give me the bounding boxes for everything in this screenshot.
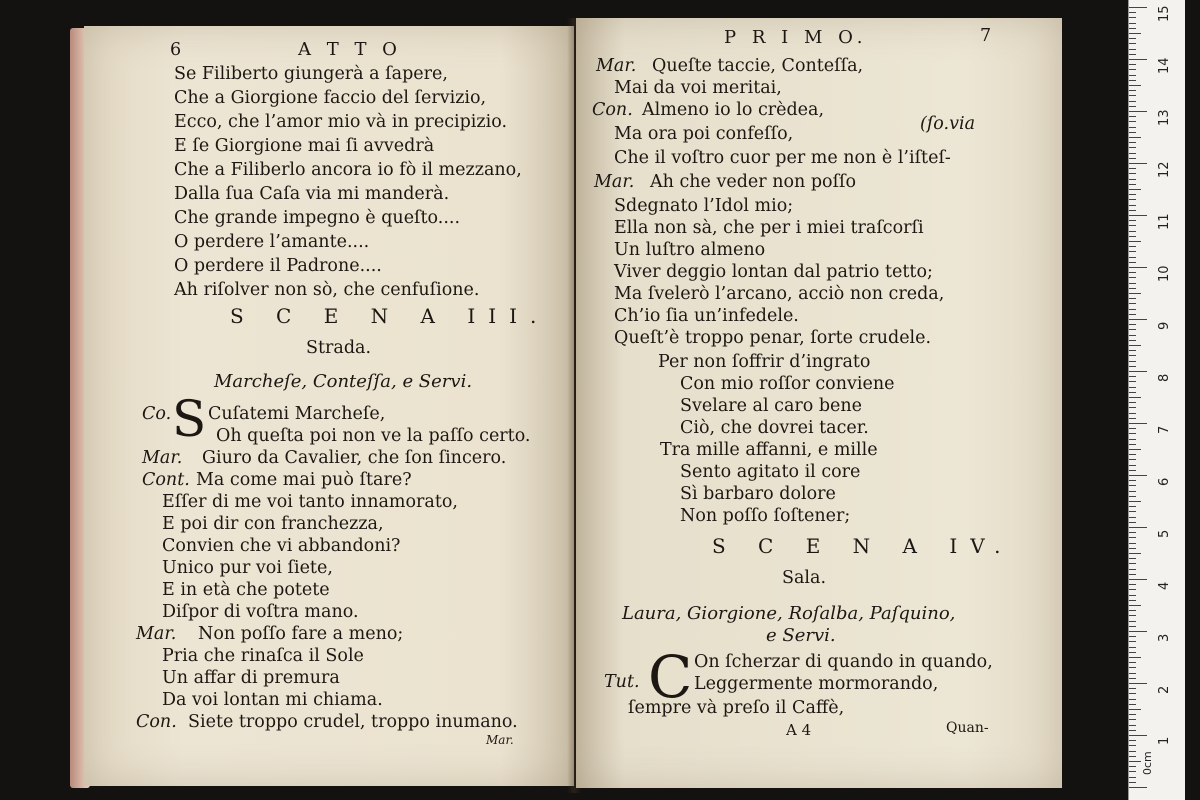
- aria-line: Ciò, che dovrei tacer.: [680, 418, 869, 438]
- ruler-tick: [1129, 111, 1147, 112]
- ruler-tick: [1129, 309, 1136, 310]
- right-page-number: 7: [980, 26, 992, 46]
- ruler-tick: [1129, 683, 1147, 684]
- ruler-tick: [1129, 376, 1136, 377]
- ruler-tick: [1129, 49, 1136, 50]
- ruler-tick: [1129, 7, 1147, 8]
- ruler-tick: [1129, 231, 1136, 232]
- aria-line: Tra mille affanni, e mille: [660, 440, 878, 460]
- ruler-tick: [1129, 553, 1141, 554]
- aria-line: Con mio roſſor conviene: [680, 374, 895, 394]
- ruler-tick: [1129, 319, 1147, 320]
- ruler-tick: [1129, 574, 1136, 575]
- ruler-tick: [1129, 132, 1136, 133]
- ruler-tick: [1129, 501, 1141, 502]
- dialogue-line: Da voi lontan mi chiama.: [162, 690, 383, 710]
- ruler-tick: [1129, 246, 1136, 247]
- ruler-tick: [1129, 667, 1136, 668]
- ruler-tick: [1129, 225, 1136, 226]
- aria-line: Per non ſoffrir d’ingrato: [658, 352, 871, 372]
- ruler-tick: [1129, 543, 1136, 544]
- ruler-tick: [1129, 532, 1136, 533]
- ruler-tick: [1129, 17, 1136, 18]
- ruler-tick: [1129, 303, 1136, 304]
- ruler-tick: [1129, 241, 1141, 242]
- ruler-tick: [1129, 355, 1136, 356]
- ruler-tick: [1129, 652, 1136, 653]
- ruler-number: 9: [1157, 321, 1172, 330]
- drop-cap: C: [648, 643, 693, 711]
- ruler-tick: [1129, 610, 1136, 611]
- ruler-number: 3: [1157, 633, 1172, 642]
- closing-line: ſempre và preſo il Caffè,: [628, 698, 845, 718]
- speaker-name: Mar.: [136, 624, 177, 644]
- dialogue-line: Convien che vi abbandoni?: [162, 536, 401, 556]
- ruler-tick: [1129, 673, 1136, 674]
- ruler-tick: [1129, 184, 1136, 185]
- ruler-tick: [1129, 402, 1136, 403]
- ruler-tick: [1129, 168, 1136, 169]
- ruler-tick: [1129, 387, 1136, 388]
- ruler-tick: [1129, 527, 1147, 528]
- catchword: Quan-: [946, 720, 989, 736]
- ruler-tick: [1129, 95, 1136, 96]
- ruler-tick: [1129, 272, 1136, 273]
- aria-line: Svelare al caro bene: [680, 396, 863, 416]
- closing-line: Leggermente mormorando,: [694, 674, 939, 694]
- ruler-number: 6: [1157, 477, 1172, 486]
- ruler-tick: [1129, 137, 1141, 138]
- dialogue-line: E poi dir con franchezza,: [162, 514, 384, 534]
- ruler-tick: [1129, 314, 1136, 315]
- ruler-tick: [1129, 475, 1147, 476]
- verse-line: O perdere il Padrone....: [174, 256, 382, 276]
- ruler-number: 11: [1157, 213, 1172, 230]
- ruler-tick: [1129, 366, 1136, 367]
- speaker-name: Cont.: [142, 470, 190, 490]
- dialogue-line: Ma ora poi confeſſo,: [614, 124, 794, 144]
- scene-heading: S C E N A IV.: [712, 534, 1014, 558]
- ruler-tick: [1129, 267, 1147, 268]
- dialogue-line: Ma come mai può ſtare?: [196, 470, 412, 490]
- speaker-name: Mar.: [142, 448, 183, 468]
- ruler-tick: [1129, 54, 1136, 55]
- ruler-tick: [1129, 64, 1136, 65]
- ruler-tick: [1129, 163, 1147, 164]
- ruler-tick: [1129, 449, 1141, 450]
- verse-line: Ecco, che l’amor mio và in precipizio.: [174, 112, 508, 132]
- speaker-name: Tut.: [604, 672, 640, 692]
- ruler-tick: [1129, 397, 1141, 398]
- ruler-tick: [1129, 423, 1147, 424]
- dialogue-line: Queſte taccie, Conteſſa,: [652, 56, 864, 76]
- right-running-head: P R I M O.: [724, 27, 868, 48]
- ruler-number: 15: [1157, 5, 1172, 22]
- dialogue-line: Queſt’è troppo penar, ſorte crudele.: [614, 328, 932, 348]
- verse-line: O perdere l’amante....: [174, 232, 370, 252]
- ruler-tick: [1129, 787, 1147, 788]
- ruler-number: 12: [1157, 161, 1172, 178]
- ruler-tick: [1129, 158, 1136, 159]
- dialogue-line: Mai da voi meritai,: [614, 78, 782, 98]
- ruler-tick: [1129, 329, 1136, 330]
- ruler-tick: [1129, 199, 1136, 200]
- ruler-tick: [1129, 345, 1141, 346]
- ruler-tick: [1129, 600, 1136, 601]
- left-running-head: A T T O: [298, 39, 402, 60]
- ruler-tick: [1129, 699, 1136, 700]
- ruler-number: 7: [1157, 425, 1172, 434]
- ruler-number: 10: [1157, 265, 1172, 282]
- ruler-tick: [1129, 730, 1136, 731]
- dialogue-line: Un luſtro almeno: [614, 240, 766, 260]
- verse-line: Che a Filiberlo ancora io fò il mezzano,: [174, 160, 522, 180]
- speaker-name: Con.: [136, 712, 177, 732]
- verse-line: Se Filiberto giungerà a ſapere,: [174, 64, 448, 84]
- ruler-tick: [1129, 335, 1136, 336]
- ruler-tick: [1129, 647, 1136, 648]
- ruler-tick: [1129, 189, 1141, 190]
- ruler-tick: [1129, 127, 1136, 128]
- ruler-tick: [1129, 636, 1136, 637]
- catchword: Mar.: [486, 733, 514, 747]
- ruler-tick: [1129, 59, 1147, 60]
- left-page-number: 6: [170, 40, 182, 60]
- ruler-tick: [1129, 324, 1136, 325]
- ruler-tick: [1129, 298, 1136, 299]
- ruler-tick: [1129, 579, 1147, 580]
- ruler-tick: [1129, 257, 1136, 258]
- ruler-tick: [1129, 179, 1136, 180]
- ruler-tick: [1129, 782, 1136, 783]
- ruler-tick: [1129, 23, 1136, 24]
- ruler-tick: [1129, 194, 1136, 195]
- verse-line: Dalla ſua Caſa via mi manderà.: [174, 184, 450, 204]
- ruler-tick: [1129, 283, 1136, 284]
- ruler-tick: [1129, 106, 1136, 107]
- aria-line: Non poſſo ſoſtener;: [680, 506, 851, 526]
- verse-line: E ſe Giorgione mai ſi avvedrà: [174, 136, 435, 156]
- scene-heading: S C E N A III.: [230, 304, 550, 328]
- open-book: [70, 18, 1070, 793]
- ruler-tick: [1129, 459, 1136, 460]
- ruler-tick: [1129, 277, 1136, 278]
- ruler-tick: [1129, 205, 1136, 206]
- ruler-tick: [1129, 85, 1141, 86]
- ruler-tick: [1129, 12, 1136, 13]
- ruler-tick: [1129, 704, 1136, 705]
- ruler-tick: [1129, 142, 1136, 143]
- verse-line: Che grande impegno è queſto....: [174, 208, 461, 228]
- ruler-tick: [1129, 761, 1141, 762]
- ruler-tick: [1129, 745, 1136, 746]
- ruler-tick: [1129, 678, 1136, 679]
- scene-setting: Sala.: [782, 568, 827, 588]
- ruler-number: 13: [1157, 109, 1172, 126]
- drop-cap: S: [172, 390, 207, 448]
- ruler-tick: [1129, 340, 1136, 341]
- ruler-tick: [1129, 506, 1136, 507]
- ruler-tick: [1129, 766, 1136, 767]
- ruler-tick: [1129, 725, 1136, 726]
- ruler-tick: [1129, 293, 1141, 294]
- ruler-tick: [1129, 121, 1136, 122]
- ruler-tick: [1129, 210, 1136, 211]
- speaker-name: Co.: [142, 404, 172, 424]
- ruler-tick: [1129, 439, 1136, 440]
- ruler-tick: [1129, 548, 1136, 549]
- ruler-tick: [1129, 413, 1136, 414]
- ruler-tick: [1129, 496, 1136, 497]
- ruler-tick: [1129, 621, 1136, 622]
- verse-line: Che a Giorgione faccio del ſervizio,: [174, 88, 487, 108]
- ruler-number: 5: [1157, 529, 1172, 538]
- ruler-tick: [1129, 688, 1136, 689]
- ruler-tick: [1129, 220, 1136, 221]
- ruler-tick: [1129, 662, 1136, 663]
- ruler-tick: [1129, 90, 1136, 91]
- ruler-tick: [1129, 75, 1136, 76]
- ruler-tick: [1129, 262, 1136, 263]
- ruler-tick: [1129, 407, 1136, 408]
- dialogue-line: Cuſatemi Marcheſe,: [208, 404, 386, 424]
- ruler-tick: [1129, 569, 1136, 570]
- dialogue-line: Sdegnato l’Idol mio;: [614, 196, 794, 216]
- ruler-tick: [1129, 626, 1136, 627]
- ruler-tick: [1129, 418, 1136, 419]
- ruler-tick: [1129, 517, 1136, 518]
- dialogue-line: Almeno io lo crèdea,: [642, 100, 825, 120]
- ruler-tick: [1129, 480, 1136, 481]
- ruler-tick: [1129, 756, 1136, 757]
- dialogue-line: Diſpor di voſtra mano.: [162, 602, 359, 622]
- ruler-number: 1: [1157, 736, 1172, 745]
- ruler-tick: [1129, 173, 1136, 174]
- signature-mark: A 4: [786, 721, 812, 739]
- ruler-tick: [1129, 433, 1136, 434]
- ruler-tick: [1129, 485, 1136, 486]
- dialogue-line: E in età che potete: [162, 580, 330, 600]
- dialogue-line: Non poſſo fare a meno;: [198, 624, 404, 644]
- ruler-tick: [1129, 735, 1147, 736]
- ruler-tick: [1129, 563, 1136, 564]
- ruler-tick: [1129, 522, 1136, 523]
- ruler-tick: [1129, 511, 1136, 512]
- ruler-tick: [1129, 454, 1136, 455]
- ruler-tick: [1129, 444, 1136, 445]
- measurement-ruler: [1128, 0, 1185, 800]
- ruler-tick: [1129, 751, 1136, 752]
- dialogue-line: Ch’io ſia un’infedele.: [614, 306, 799, 326]
- ruler-tick: [1129, 537, 1136, 538]
- dialogue-line: Eſſer di me voi tanto innamorato,: [162, 492, 458, 512]
- ruler-tick: [1129, 605, 1141, 606]
- scene-characters: Marcheſe, Conteſſa, e Servi.: [214, 371, 473, 392]
- dialogue-line: Ah che veder non poſſo: [650, 172, 857, 192]
- verse-line: Ah riſolver non sò, che cenfuſione.: [174, 280, 480, 300]
- dialogue-line: Un affar di premura: [162, 668, 340, 688]
- dialogue-line: Ella non sà, che per i miei traſcorſi: [614, 218, 924, 238]
- ruler-tick: [1129, 771, 1136, 772]
- ruler-tick: [1129, 589, 1136, 590]
- dialogue-line: Viver deggio lontan dal patrio tetto;: [614, 262, 933, 282]
- ruler-tick: [1129, 288, 1136, 289]
- ruler-tick: [1129, 69, 1136, 70]
- ruler-tick: [1129, 615, 1136, 616]
- ruler-tick: [1129, 80, 1136, 81]
- ruler-tick: [1129, 350, 1136, 351]
- dialogue-line: Giuro da Cavalier, che ſon ſincero.: [202, 448, 507, 468]
- dialogue-line: Pria che rinaſca il Sole: [162, 646, 364, 666]
- ruler-tick: [1129, 236, 1136, 237]
- ruler-tick: [1129, 740, 1136, 741]
- closing-line: On ſcherzar di quando in quando,: [694, 652, 993, 672]
- ruler-tick: [1129, 147, 1136, 148]
- scene-setting: Strada.: [306, 338, 372, 358]
- ruler-tick: [1129, 153, 1136, 154]
- ruler-tick: [1129, 491, 1136, 492]
- dialogue-line: Ma ſvelerò l’arcano, acciò non creda,: [614, 284, 945, 304]
- ruler-tick: [1129, 714, 1136, 715]
- speaker-name: Mar.: [596, 56, 637, 76]
- ruler-tick: [1129, 595, 1136, 596]
- ruler-tick: [1129, 38, 1136, 39]
- aria-line: Sì barbaro dolore: [680, 484, 836, 504]
- left-page: [84, 26, 574, 786]
- ruler-tick: [1129, 470, 1136, 471]
- ruler-tick: [1129, 631, 1147, 632]
- stage-direction: (ſo.via: [920, 114, 976, 134]
- ruler-tick: [1129, 371, 1147, 372]
- scene-characters: e Servi.: [766, 625, 836, 646]
- ruler-tick: [1129, 428, 1136, 429]
- ruler-tick: [1129, 558, 1136, 559]
- ruler-tick: [1129, 584, 1136, 585]
- speaker-name: Con.: [592, 100, 633, 120]
- ruler-tick: [1129, 777, 1136, 778]
- dialogue-line: Siete troppo crudel, troppo inumano.: [188, 712, 518, 732]
- aria-line: Sento agitato il core: [680, 462, 861, 482]
- dialogue-line: Che il voſtro cuor per me non è l’iſteſ-: [614, 148, 951, 168]
- ruler-number: 14: [1157, 57, 1172, 74]
- ruler-tick: [1129, 693, 1136, 694]
- ruler-tick: [1129, 719, 1136, 720]
- ruler-tick: [1129, 28, 1136, 29]
- speaker-name: Mar.: [594, 172, 635, 192]
- ruler-tick: [1129, 465, 1136, 466]
- ruler-number: 4: [1157, 581, 1172, 590]
- ruler-number: 8: [1157, 373, 1172, 382]
- ruler-tick: [1129, 43, 1136, 44]
- right-page: [576, 18, 1062, 788]
- ruler-unit: 0cm: [1141, 751, 1154, 775]
- ruler-tick: [1129, 657, 1141, 658]
- ruler-tick: [1129, 381, 1136, 382]
- ruler-tick: [1129, 251, 1136, 252]
- ruler-tick: [1129, 709, 1141, 710]
- ruler-tick: [1129, 33, 1141, 34]
- ruler-tick: [1129, 361, 1136, 362]
- scene-characters: Laura, Giorgione, Roſalba, Paſquino,: [622, 603, 956, 624]
- dialogue-line: Oh queſta poi non ve la paſſo certo.: [216, 426, 531, 446]
- ruler-tick: [1129, 215, 1147, 216]
- ruler-tick: [1129, 641, 1136, 642]
- ruler-tick: [1129, 392, 1136, 393]
- ruler-number: 2: [1157, 685, 1172, 694]
- ruler-tick: [1129, 116, 1136, 117]
- ruler-tick: [1129, 101, 1136, 102]
- dialogue-line: Unico pur voi ſiete,: [162, 558, 333, 578]
